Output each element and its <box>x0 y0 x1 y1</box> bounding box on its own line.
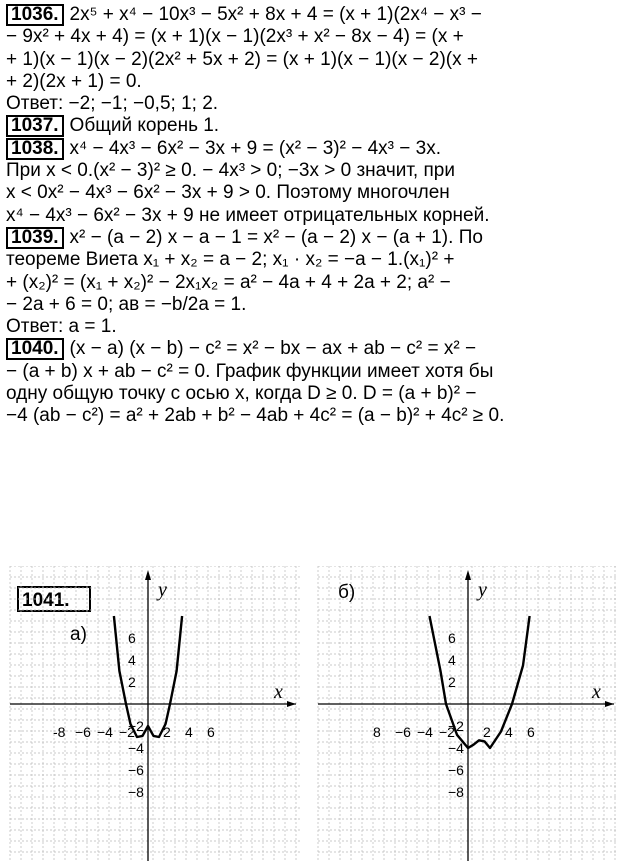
y-tick-label: 6 <box>448 630 456 646</box>
y-tick-label: 4 <box>448 652 456 668</box>
x-tick-label: 4 <box>185 724 193 740</box>
problem-3-line-4 <box>6 316 618 338</box>
problem-text: + 2)(2x + 1) = 0. <box>6 70 142 92</box>
graph-number: 1041. <box>22 590 70 611</box>
panel-label: б) <box>338 582 356 603</box>
problem-text: − 9x² + 4x + 4) = (x + 1)(x − 1)(2x³ + x² − 8x − 4) = (x + <box>6 26 464 48</box>
y-tick-label: −8 <box>128 784 144 800</box>
problem-number-box: 1039. <box>6 227 64 249</box>
problem-text: x⁴ − 4x³ − 6x² − 3x + 9 не имеет отрицательных корней. <box>6 204 490 226</box>
problem-4-line-1 <box>6 361 618 383</box>
problem-number-box: 1038. <box>6 138 64 160</box>
y-tick-label: 6 <box>128 630 136 646</box>
problem-1-line-0 <box>6 115 618 137</box>
problem-3-line-0 <box>6 227 618 249</box>
x-tick-label: -8 <box>53 724 66 740</box>
x-tick-label: −6 <box>395 724 411 740</box>
problem-text: Ответ: −2; −1; −0,5; 1; 2. <box>6 93 219 115</box>
x-tick-label: 6 <box>527 724 535 740</box>
y-tick-label: 4 <box>128 652 136 668</box>
y-tick-label: 2 <box>128 674 136 690</box>
panel-label: а) <box>70 624 87 645</box>
problem-3-line-3 <box>6 294 618 316</box>
problem-text: 2x⁵ + x⁴ − 10x³ − 5x² + 8x + 4 = (x + 1)(2x⁴ − x³ − <box>69 4 482 25</box>
problem-4-line-2 <box>6 383 618 405</box>
y-tick-label: −4 <box>128 740 144 756</box>
y-tick-label: 2 <box>448 674 456 690</box>
x-tick-label: −4 <box>417 724 433 740</box>
y-tick-label: −6 <box>448 762 464 778</box>
solutions-text <box>6 4 618 428</box>
problem-0-line-0 <box>6 4 618 26</box>
problem-4-line-0 <box>6 338 618 360</box>
y-tick-label: −2 <box>448 718 464 734</box>
problem-text: + 1)(x − 1)(x − 2)(2x² + 5x + 2) = (x + 1)(x − 1)(x − 2)(x + <box>6 48 478 70</box>
problem-text: одну общую точку с осью x, когда D ≥ 0. D = (a + b)² − <box>6 383 477 405</box>
y-axis-arrow <box>465 570 471 580</box>
x-tick-label: −4 <box>97 724 113 740</box>
problem-text: − (a + b) x + ab − c² = 0. График функции имеет хотя бы <box>6 360 494 382</box>
problem-0-line-1 <box>6 26 618 48</box>
problem-text: + (x₂)² = (x₁ + x₂)² − 2x₁x₂ = a² − 4a + 4 + 2a + 2; a² − <box>6 271 451 293</box>
problem-text: (x − a) (x − b) − c² = x² − bx − ax + ab − c² = x² − <box>69 338 477 360</box>
y-tick-label: −6 <box>128 762 144 778</box>
problem-4-line-3 <box>6 405 618 427</box>
y-axis-label: y <box>478 579 487 601</box>
x-tick-label: 4 <box>505 724 513 740</box>
problem-text: − 2a + 6 = 0; aв = −b/2a = 1. <box>6 293 247 315</box>
problem-text: x² − (a − 2) x − a − 1 = x² − (a − 2) x − (a + 1). По <box>69 226 483 248</box>
graphs-area <box>0 566 623 861</box>
problem-3-line-2 <box>6 272 618 294</box>
graph-panel-1 <box>318 566 618 861</box>
problem-text: x⁴ − 4x³ − 6x² − 3x + 9 = (x² − 3)² − 4x³ − 3x. <box>69 137 441 159</box>
x-tick-label: 2 <box>163 724 171 740</box>
x-tick-label: 6 <box>207 724 215 740</box>
problem-0-line-4 <box>6 93 618 115</box>
x-tick-label: −2 <box>439 724 455 740</box>
y-axis-label: y <box>158 579 167 601</box>
problem-2-line-2 <box>6 182 618 204</box>
y-tick-label: −2 <box>128 718 144 734</box>
problem-text: Общий корень 1. <box>69 115 220 137</box>
problem-0-line-2 <box>6 49 618 71</box>
problem-2-line-0 <box>6 138 618 160</box>
graphs-svg <box>0 566 623 861</box>
problem-text: x < 0x² − 4x³ − 6x² − 3x + 9 > 0. Поэтому многочлен <box>6 182 450 204</box>
y-tick-label: −8 <box>448 784 464 800</box>
x-tick-label: 8 <box>373 724 381 740</box>
x-axis-label: x <box>592 681 601 703</box>
problem-3-line-1 <box>6 249 618 271</box>
y-tick-label: −4 <box>448 740 464 756</box>
problem-number-box: 1036. <box>6 4 64 26</box>
problem-2-line-3 <box>6 205 618 227</box>
x-axis-arrow <box>605 701 614 707</box>
problem-0-line-3 <box>6 71 618 93</box>
x-tick-label: −6 <box>75 724 91 740</box>
x-tick-label: 2 <box>483 724 491 740</box>
problem-2-line-1 <box>6 160 618 182</box>
problem-text: Ответ: a = 1. <box>6 316 117 338</box>
problem-text: теореме Виета x₁ + x₂ = a − 2; x₁ · x₂ = −a − 1.(x₁)² + <box>6 249 455 271</box>
x-tick-label: −2 <box>119 724 135 740</box>
problem-number-box: 1040. <box>6 338 64 360</box>
problem-text: −4 (ab − c²) = a² + 2ab + b² − 4ab + 4c² = (a − b)² + 4c² ≥ 0. <box>6 405 505 427</box>
problem-number-box: 1037. <box>6 115 64 137</box>
x-axis-arrow <box>287 701 296 707</box>
x-axis-label: x <box>274 681 283 703</box>
problem-text: При x < 0.(x² − 3)² ≥ 0. − 4x³ > 0; −3x > 0 значит, при <box>6 160 455 182</box>
y-axis-arrow <box>145 570 151 580</box>
